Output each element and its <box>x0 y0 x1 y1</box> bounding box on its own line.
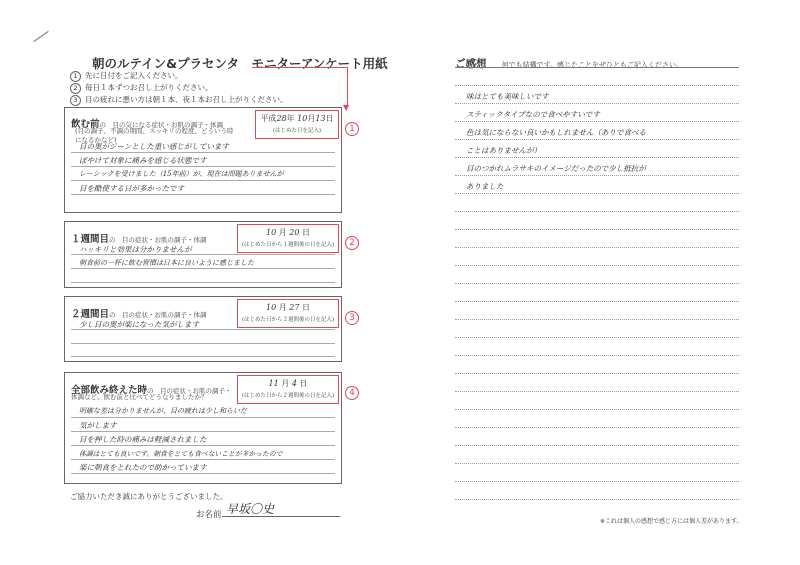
corner-mark <box>33 31 48 42</box>
answer-line <box>71 194 335 195</box>
date-box-final[interactable]: 11 月 4 日 (はじめた日から２週間後の日を記入) <box>237 375 339 404</box>
handwritten-line: ぼやけて対象に痛みを感じる状態です <box>79 156 207 165</box>
answer-line <box>71 180 335 181</box>
ruled-line <box>455 463 739 464</box>
footnote: ※これは個人の感想で感じ方には個人差があります。 <box>600 518 743 525</box>
answer-line <box>71 473 335 474</box>
answer-line <box>71 445 335 446</box>
impressions-heading: ご感想 何でも結構です。感じたことをぜひともご記入ください。 <box>455 58 684 70</box>
guide-line-right <box>347 67 348 107</box>
section-week2-heading: ２週間目の 目の症状・お肌の調子・体調 <box>71 309 207 320</box>
guide-arrow-icon: ▼ <box>343 103 350 112</box>
handwritten-line: 気がします <box>79 421 117 430</box>
section-before-desc-2: になるかなど) <box>75 136 117 144</box>
instruction-2: 2 毎日１本ずつお召し上がりください。 <box>70 82 213 94</box>
ruled-line <box>455 481 739 482</box>
ruled-line <box>455 265 739 266</box>
answer-line <box>71 268 335 269</box>
impressions-title-rule <box>455 67 739 68</box>
answer-line <box>71 459 335 460</box>
section-week1-heading: １週間目の 目の症状・お肌の調子・体調 <box>71 234 207 245</box>
date-box-week1[interactable]: 10 月 20 日 (はじめた日から１週間後の日を記入) <box>237 224 339 253</box>
section-week1 <box>64 221 342 288</box>
ruled-line <box>455 85 739 86</box>
ruled-line <box>455 301 739 302</box>
section-final <box>64 372 342 484</box>
impression-line: 目のつかれムラサキのイメージだったので少し抵抗が <box>466 164 646 173</box>
ruled-line <box>455 409 739 410</box>
ruled-line <box>455 337 739 338</box>
answer-line <box>71 152 335 153</box>
impression-line: スティックタイプなので食べやすいです <box>466 110 600 119</box>
section-number-3: 3 <box>345 311 359 325</box>
answer-line <box>71 166 335 167</box>
name-underline <box>222 516 340 517</box>
ruled-line <box>455 121 739 122</box>
ruled-line <box>455 103 739 104</box>
handwritten-line: 朝食前の一杯に飲む習慣は日本に良いように感じました <box>79 259 254 267</box>
ruled-line <box>455 211 739 212</box>
impression-line: 色は気にならない良いかもしれません（ありで食べる <box>466 128 646 137</box>
instruction-1: 1 先に日付をご記入ください。 <box>70 70 183 82</box>
handwritten-line: レーシックを受けました（15年前）が、現在は問題ありませんが <box>79 170 284 178</box>
ruled-line <box>455 157 739 158</box>
section-final-heading: 全部飲み終えた時の 目の症状・お肌の調子・ <box>71 385 232 396</box>
impression-line: ありました <box>466 182 504 191</box>
handwritten-line: 目を押した時の痛みは軽減されました <box>79 435 207 444</box>
section-before <box>64 107 342 213</box>
handwritten-line: 楽に朝食をとれたので助かっています <box>79 463 207 472</box>
name-value[interactable]: 早坂〇史 <box>226 502 275 516</box>
ruled-line <box>455 319 739 320</box>
ruled-line <box>455 283 739 284</box>
ruled-line <box>455 193 739 194</box>
impression-line: 味はとても美味しいです <box>466 92 549 101</box>
ruled-line <box>455 391 739 392</box>
page-title: 朝のルテイン&プラセンタ モニターアンケート用紙 <box>92 56 388 71</box>
handwritten-line: 目を酷使する日が多かったです <box>79 184 184 193</box>
ruled-line <box>455 499 739 500</box>
date-box-week2[interactable]: 10 月 27 日 (はじめた日から２週間後の日を記入) <box>237 299 339 328</box>
handwritten-line: 目の奥がジーンとした重い感じがしています <box>79 142 229 151</box>
handwritten-line: ハッキリと効果は分かりませんが <box>79 245 192 254</box>
ruled-line <box>455 427 739 428</box>
ruled-line <box>455 139 739 140</box>
section-week2 <box>64 296 342 362</box>
section-before-desc-1: (目の調子、不調の期間、スッキリの程度、どういう時 <box>75 127 234 135</box>
impression-line: ことはありませんが） <box>466 146 541 155</box>
thanks-text: ご協力いただき誠にありがとうございました。 <box>70 492 228 501</box>
section-number-4: 4 <box>345 386 359 400</box>
ruled-line <box>455 247 739 248</box>
ruled-line <box>455 175 739 176</box>
ruled-line <box>455 229 739 230</box>
handwritten-line: 体調はとても良いです。朝食をとても食べないことが多かったので <box>79 450 283 458</box>
section-final-desc: 体調など。飲む前と比べてどうなりましたか？ <box>71 393 208 401</box>
name-label: お名前 <box>196 510 222 520</box>
handwritten-line: 少し目の奥が楽になった気がします <box>79 320 199 329</box>
guide-line-top <box>252 67 348 68</box>
answer-line <box>71 343 335 344</box>
answer-line <box>71 431 335 432</box>
section-number-1: 1 <box>345 122 359 136</box>
ruled-line <box>455 445 739 446</box>
ruled-line <box>455 355 739 356</box>
date-box-before[interactable]: 平成28年 10月13日 (はじめた日を記入) <box>255 110 339 139</box>
ruled-line <box>455 373 739 374</box>
instruction-3: 3 目の疲れに悪い方は朝１本、夜１本お召し上がりください。 <box>70 94 288 106</box>
handwritten-line: 明確な差は分かりませんが、目の疲れは少し和らいだ <box>79 407 247 415</box>
answer-line <box>71 282 335 283</box>
answer-line <box>71 417 335 418</box>
answer-line <box>71 356 335 357</box>
section-before-heading: 飲む前の 目の気になる症状・お肌の調子・体調 <box>71 119 224 130</box>
section-number-2: 2 <box>345 236 359 250</box>
